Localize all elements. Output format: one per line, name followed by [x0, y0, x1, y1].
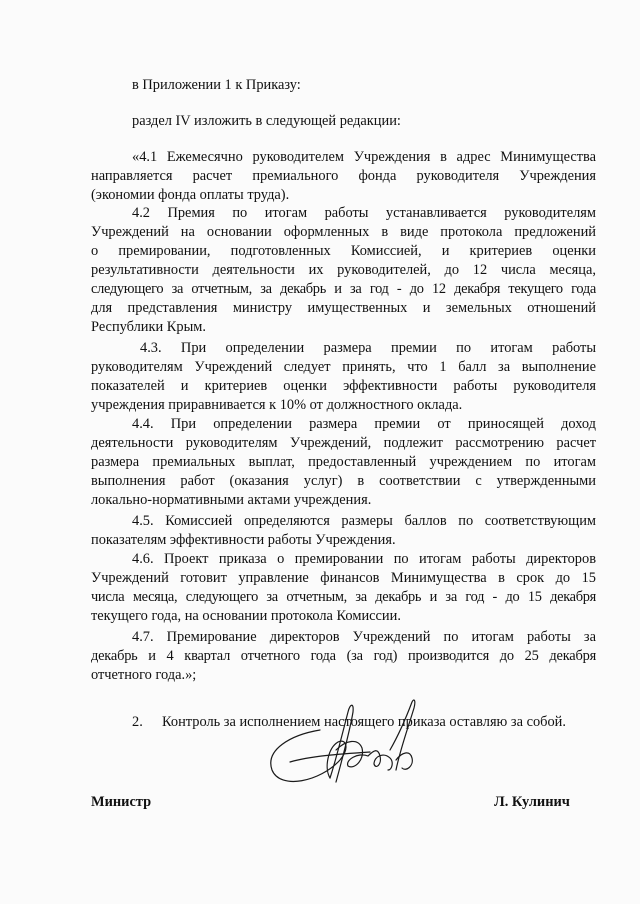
section-line: раздел IV изложить в следующей редакции: [132, 113, 401, 129]
paragraph-4-6-line: числа месяца, следующего за отчетным, за декабрь и за год - до 15 декабря [91, 589, 596, 605]
item-2-number: 2. [132, 714, 143, 730]
paragraph-4-2-line: 4.2 Премия по итогам работы устанавливается руководителям [132, 205, 596, 221]
paragraph-4-3-line: 4.3. При определении размера премии по итогам работы [140, 340, 596, 356]
paragraph-4-4-line: 4.4. При определении размера премии от приносящей доход [132, 416, 596, 432]
paragraph-4-4-line: локально-нормативными актами учреждения. [91, 492, 372, 508]
paragraph-4-2-line: о премировании, подготовленных Комиссией, и критериев оценки [91, 243, 596, 259]
paragraph-4-6-line: Учреждений готовит управление финансов Минимущества в срок до 15 [91, 570, 596, 586]
paragraph-4-1-line: «4.1 Ежемесячно руководителем Учреждения в адрес Минимущества [132, 149, 596, 165]
paragraph-4-6-line: текущего года, на основании протокола Комиссии. [91, 608, 401, 624]
paragraph-4-3-line: показателей и критериев оценки эффективности работы руководителя [91, 378, 596, 394]
paragraph-4-2-line: для представления министру имущественных и земельных отношений [91, 300, 596, 316]
paragraph-4-4-line: выполнения работ (оказания услуг) в соответствии с утвержденными [91, 473, 596, 489]
paragraph-4-2-line: Республики Крым. [91, 319, 206, 335]
item-2-text: Контроль за исполнением настоящего приказа оставляю за собой. [162, 714, 566, 730]
paragraph-4-5-line: показателям эффективности работы Учреждения. [91, 532, 396, 548]
handwritten-signature [250, 690, 450, 800]
paragraph-4-3-line: руководителям Учреждений следует принять, что 1 балл за выполнение [91, 359, 596, 375]
paragraph-4-5-line: 4.5. Комиссией определяются размеры баллов по соответствующим [132, 513, 596, 529]
paragraph-4-6-line: 4.6. Проект приказа о премировании по итогам работы директоров [132, 551, 596, 567]
paragraph-4-2-line: результативности деятельности их руководителей, до 12 числа месяца, [91, 262, 596, 278]
intro-line: в Приложении 1 к Приказу: [132, 77, 301, 93]
paragraph-4-1-line: направляется расчет премиального фонда руководителя Учреждения [91, 168, 596, 184]
paragraph-4-7-line: декабрь и 4 квартал отчетного года (за год) производится до 25 декабря [91, 648, 596, 664]
paragraph-4-4-line: деятельности руководителям Учреждений, подлежит рассмотрению расчет [91, 435, 596, 451]
paragraph-4-3-line: учреждения приравнивается к 10% от должностного оклада. [91, 397, 463, 413]
signer-name: Л. Кулинич [494, 794, 570, 810]
paragraph-4-2-line: Учреждений на основании оформленных в виде протокола предложений [91, 224, 596, 240]
paragraph-4-7-line: отчетного года.»; [91, 667, 197, 683]
signer-title: Министр [91, 794, 152, 810]
paragraph-4-2-line: следующего за отчетным, за декабрь и за год - до 12 декабря текущего года [91, 281, 596, 297]
paragraph-4-4-line: размера премиальных выплат, предоставленный учреждением по итогам [91, 454, 596, 470]
paragraph-4-1-line: (экономии фонда оплаты труда). [91, 187, 290, 203]
paragraph-4-7-line: 4.7. Премирование директоров Учреждений по итогам работы за [132, 629, 596, 645]
